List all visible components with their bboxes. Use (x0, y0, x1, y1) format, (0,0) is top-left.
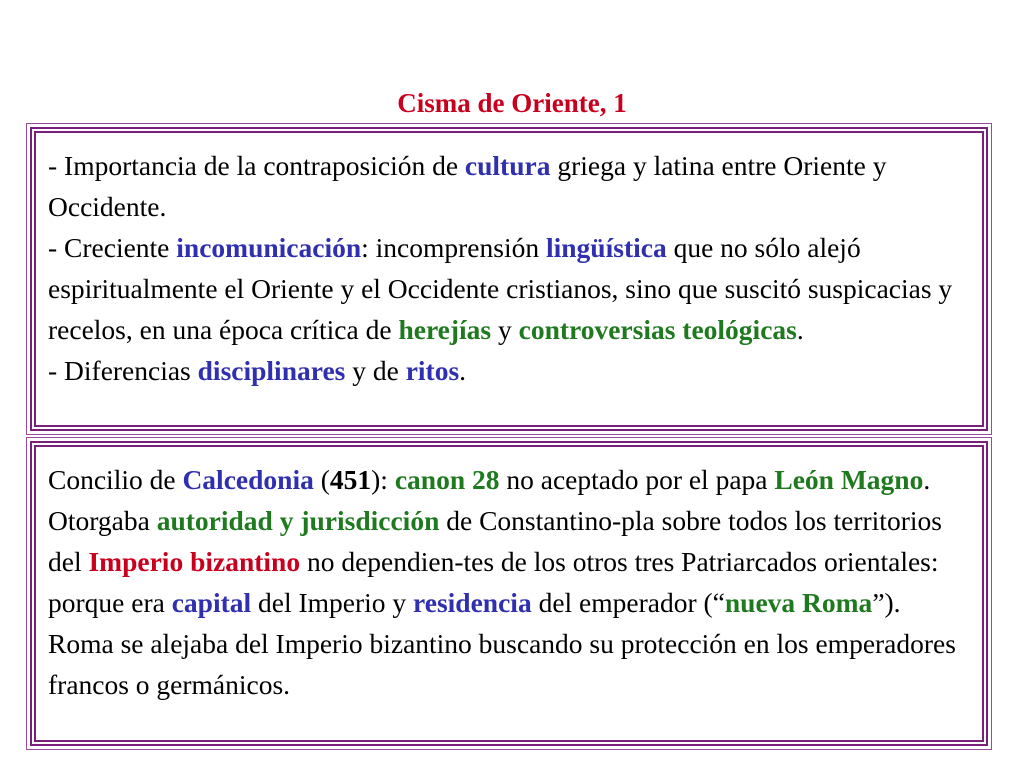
text-segment: ): (371, 464, 395, 495)
paragraph-incomunicacion (48, 227, 972, 350)
text-segment: . Otorgaba (48, 464, 931, 536)
keyword-incomunicacion: incomunicación (176, 232, 362, 263)
text-segment: - Creciente (48, 232, 177, 263)
keyword-451: 451 (329, 464, 372, 495)
keyword-residencia: residencia (413, 587, 532, 618)
first-text-box (30, 127, 988, 431)
paragraph-cultura (48, 145, 972, 227)
text-segment: del emperador (“ (531, 587, 725, 618)
text-segment: del Imperio y (251, 587, 414, 618)
text-segment: . (796, 314, 804, 345)
text-segment: griega y latina entre Oriente y Occidente. (48, 150, 887, 222)
paragraph-calcedonia (48, 459, 972, 705)
text-segment: ( (313, 464, 330, 495)
paragraph-diferencias (48, 350, 972, 391)
keyword-cultura: cultura (464, 150, 551, 181)
second-text-box (30, 441, 988, 746)
keyword-capital: capital (171, 587, 252, 618)
text-segment: no dependien-tes de los otros tres Patriarcados orientales: porque era (48, 546, 939, 618)
keyword-herejias: herejías (398, 314, 492, 345)
keyword-disciplinares: disciplinares (197, 355, 346, 386)
keyword-controversias: controversias teológicas (518, 314, 797, 345)
keyword-leon-magno: León Magno (774, 464, 924, 495)
text-segment: y (491, 314, 519, 345)
keyword-linguistica: lingüística (545, 232, 667, 263)
text-segment: ”). Roma se alejaba del Imperio bizantino buscando su protección en los emperadores francos o germánicos. (48, 587, 956, 700)
keyword-calcedonia: Calcedonia (182, 464, 314, 495)
keyword-imperio-bizantino: Imperio bizantino (88, 546, 301, 577)
text-segment: y de (345, 355, 406, 386)
text-segment: que no sólo alejó espiritualmente el Oriente y el Occidente cristianos, sino que suscitó suspicacias y recelos, en una época crítica de (48, 232, 953, 345)
text-segment: no aceptado por el papa (499, 464, 775, 495)
keyword-ritos: ritos (405, 355, 460, 386)
text-segment: Concilio de (48, 464, 183, 495)
keyword-canon-28: canon 28 (394, 464, 500, 495)
slide-title: Cisma de Oriente, 1 (397, 88, 627, 118)
text-segment: : incomprensión (361, 232, 546, 263)
text-segment: - Diferencias (48, 355, 198, 386)
text-segment: de Constantino-pla sobre todos los territorios del (48, 505, 942, 577)
keyword-autoridad-jurisdiccion: autoridad y jurisdicción (156, 505, 440, 536)
keyword-nueva-roma: nueva Roma (724, 587, 873, 618)
text-segment: - Importancia de la contraposición de (48, 150, 465, 181)
text-segment: . (459, 355, 467, 386)
